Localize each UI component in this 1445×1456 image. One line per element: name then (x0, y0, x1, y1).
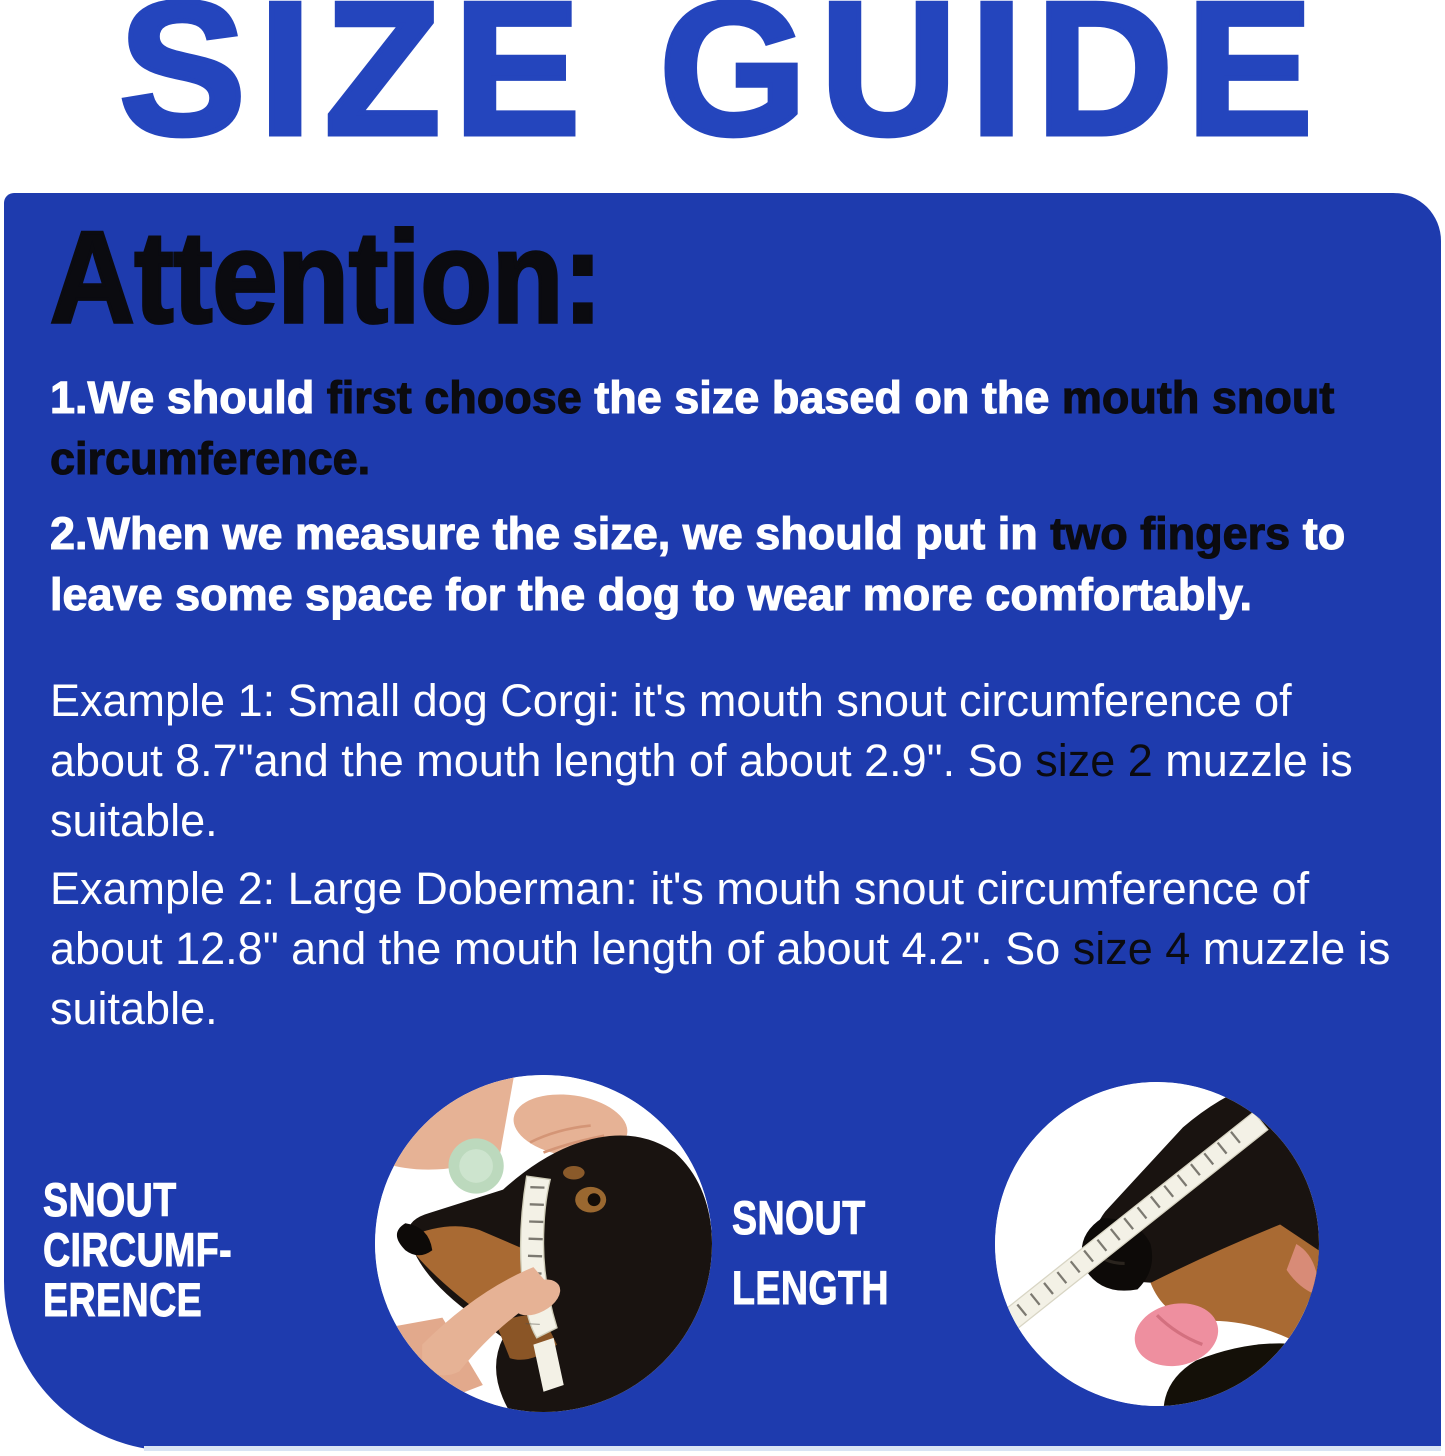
attention-heading: Attention: (50, 204, 603, 350)
instruction-point-1: 1.We should first choose the size based on the mouth snout circumference. (50, 371, 1335, 484)
example-paragraph-2: Example 2: Large Doberman: it's mouth snout circumference of about 12.8" and the mouth length of about 4.2". So size 4 muzzle is suitable. (50, 862, 1391, 1034)
bottom-edge-strip (144, 1446, 1441, 1451)
page-title: SIZE GUIDE (119, 0, 1326, 175)
snout-length-label: SNOUT LENGTH (732, 1191, 889, 1314)
snout-circumference-label: SNOUT CIRCUMF- ERENCE (43, 1173, 233, 1326)
snout-circumference-illustration (375, 1075, 712, 1412)
panel-content (4, 193, 1441, 1039)
snout-length-illustration (995, 1082, 1319, 1406)
instruction-point-2: 2.When we measure the size, we should put in two fingers to leave some space for the dog to wear more comfortably. (50, 507, 1346, 620)
snout-length-photo (995, 1082, 1319, 1406)
example-paragraph-1: Example 1: Small dog Corgi: it's mouth snout circumference of about 8.7"and the mouth length of about 2.9". So size 2 muzzle is suitable. (50, 674, 1353, 846)
snout-circumference-photo (375, 1075, 712, 1412)
attention-panel (4, 193, 1441, 1451)
